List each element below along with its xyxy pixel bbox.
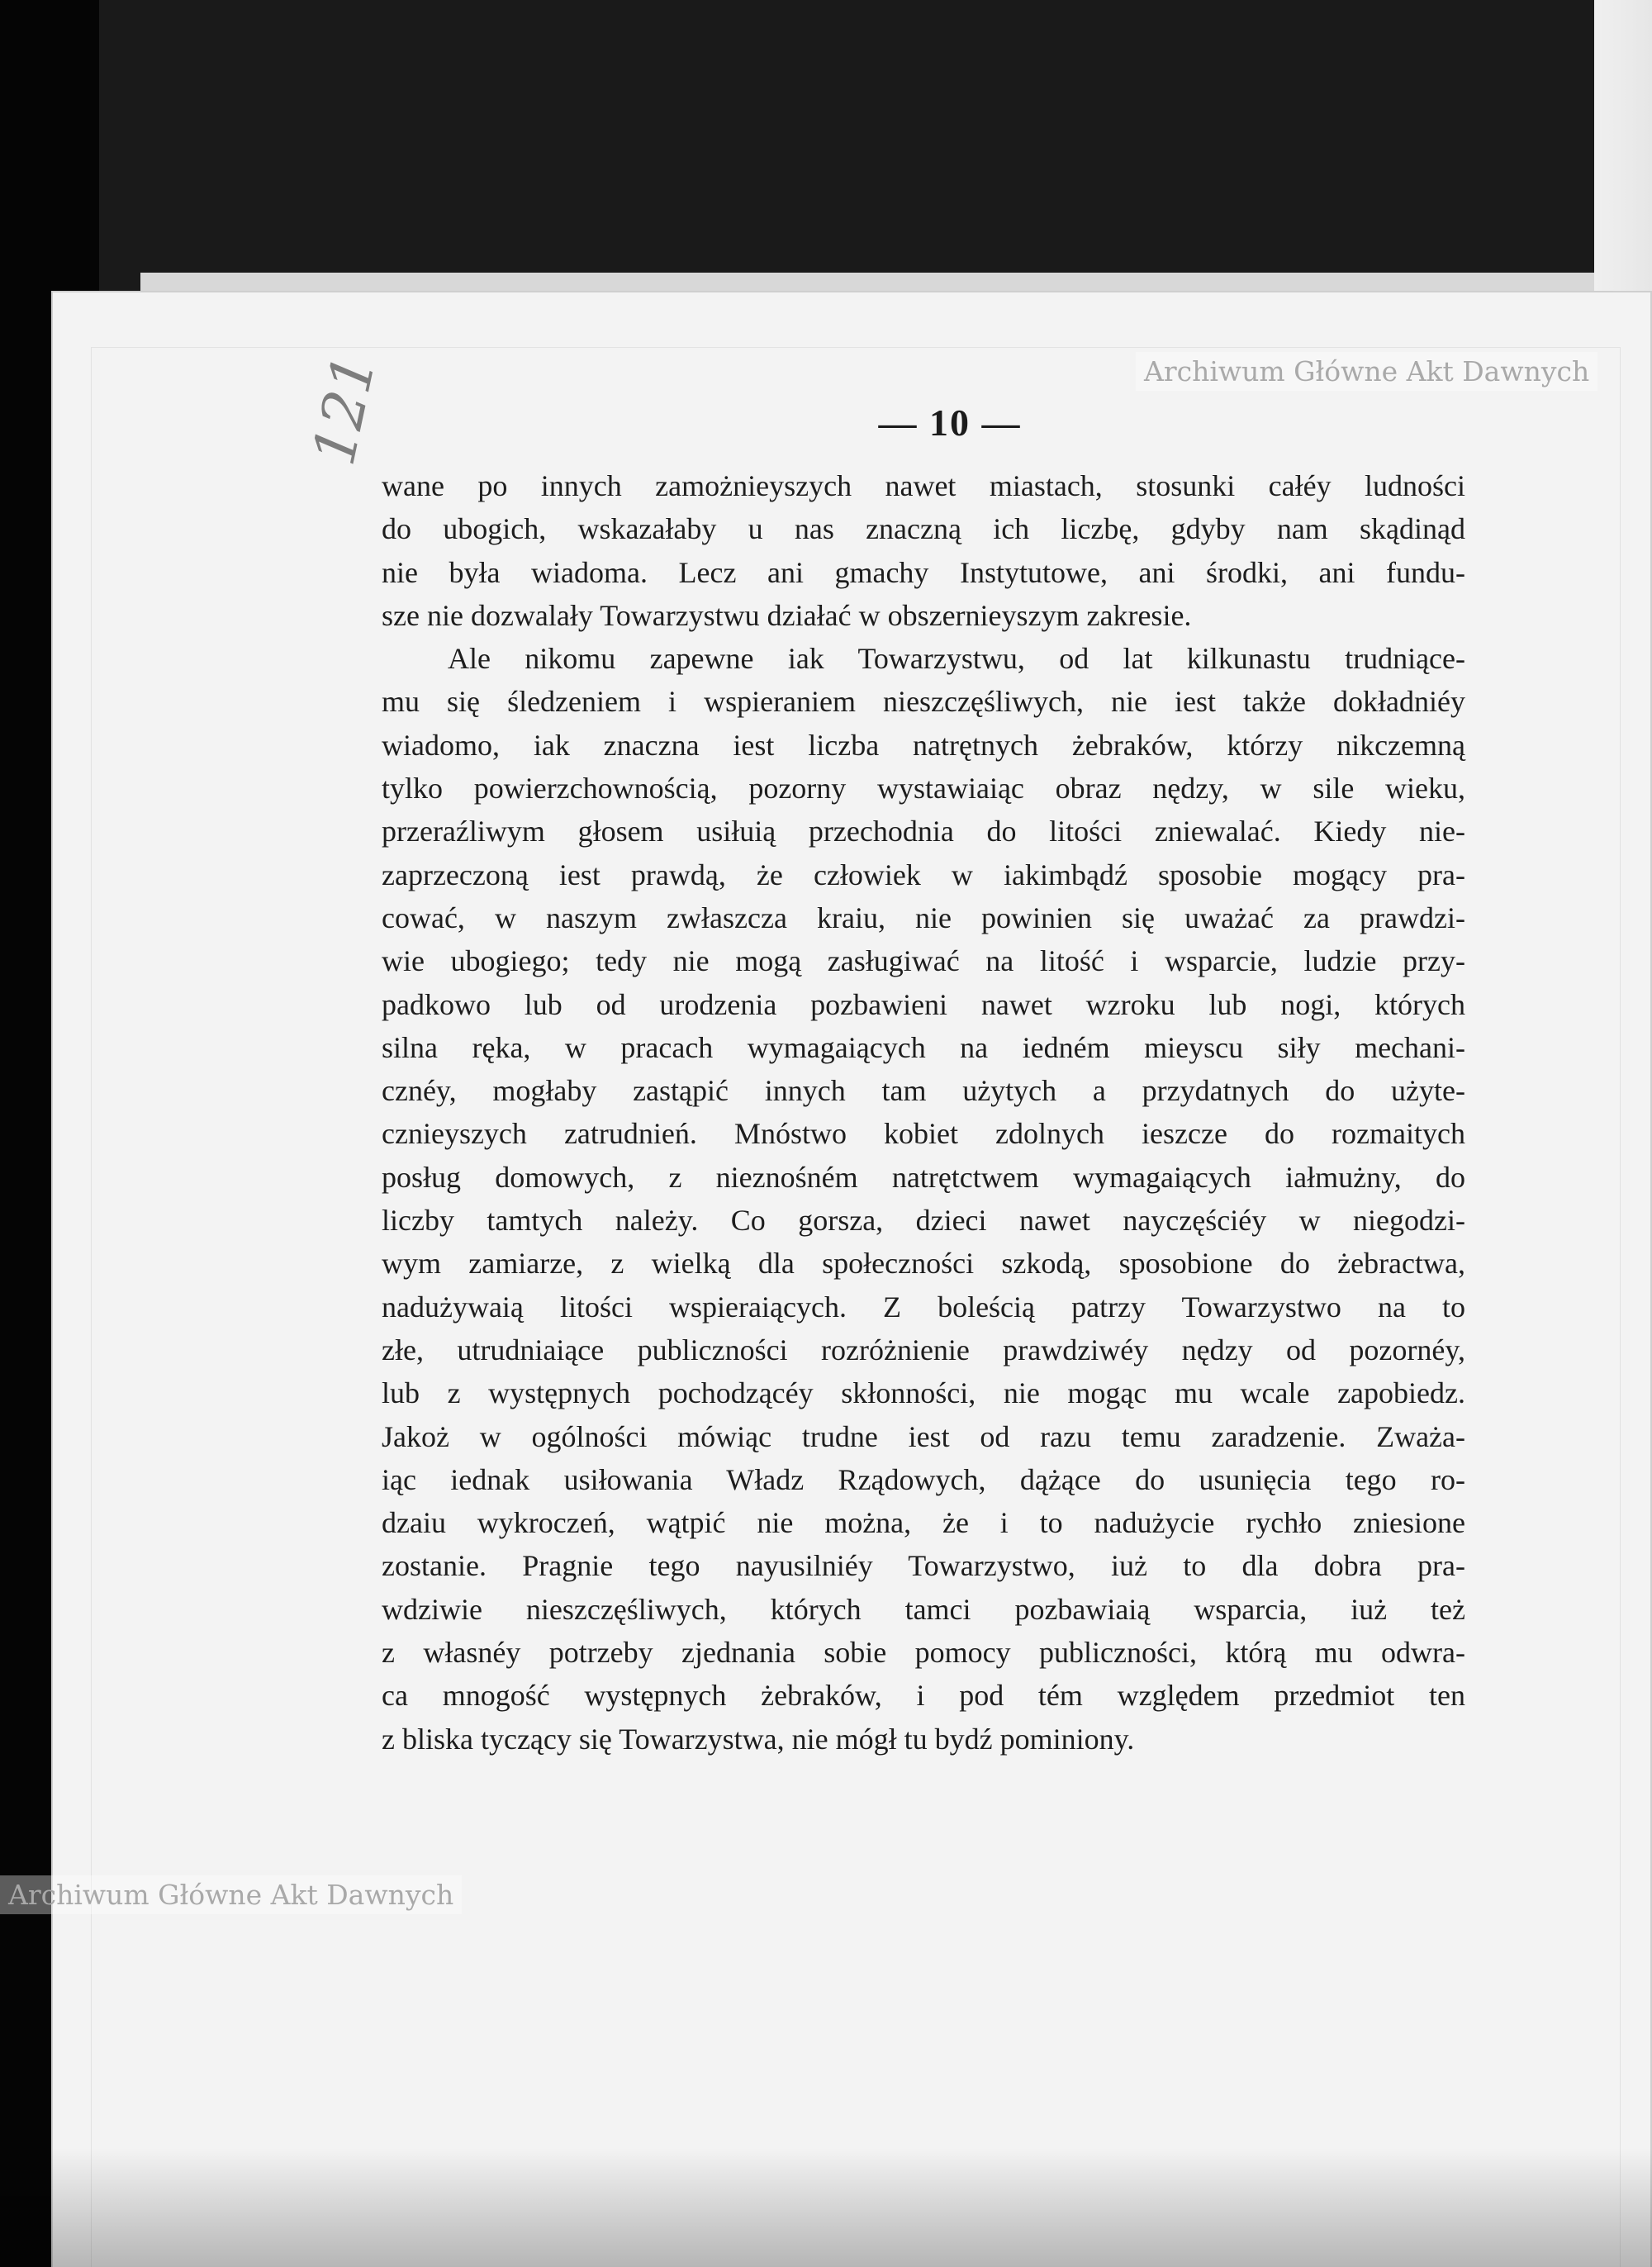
text-line: ca mnogość występnych żebraków, i pod tém względem przedmiot ten <box>382 1679 1465 1713</box>
text-line: wane po innych zamożnieyszych nawet miastach, stosunki całéy ludności <box>382 469 1465 502</box>
bottom-shadow <box>0 2148 1652 2267</box>
text-line: dzaiu wykroczeń, wątpić nie można, że i to nadużycie rychło zniesione <box>382 1506 1465 1540</box>
text-line: lub z występnych pochodzącéy skłonności, nie mogąc mu wcale zapobiedz. <box>382 1376 1465 1410</box>
text-line: zostanie. Pragnie tego nayusilniéy Towarzystwo, iuż to dla dobra pra- <box>382 1549 1465 1583</box>
watermark-top: Archiwum Główne Akt Dawnych <box>1136 352 1597 391</box>
pencil-folio-mark: 121 <box>299 349 389 471</box>
text-line: przeraźliwym głosem usiłuią przechodnia do litości zniewalać. Kiedy nie- <box>382 815 1465 848</box>
watermark-bottom: Archiwum Główne Akt Dawnych <box>0 1875 462 1914</box>
text-line: sze nie dozwalały Towarzystwu działać w obszernieyszym zakresie. <box>382 598 1192 632</box>
text-line: z bliska tyczący się Towarzystwa, nie mógł tu bydź pominiony. <box>382 1722 1135 1756</box>
text-line: silna ręka, w pracach wymagaiących na iedném mieyscu siły mechani- <box>382 1030 1465 1064</box>
text-line: padkowo lub od urodzenia pozbawieni nawet wzroku lub nogi, których <box>382 987 1465 1021</box>
text-line: wdziwie nieszczęśliwych, których tamci pozbawiaią wsparcia, iuż też <box>382 1592 1465 1626</box>
text-line: tylko powierzchownością, pozorny wystawiaiąc obraz nędzy, w sile wieku, <box>382 772 1465 806</box>
page-number: — 10 — <box>878 402 1022 444</box>
text-line: wym zamiarze, z wielką dla społeczności szkodą, sposobione do żebractwa, <box>382 1247 1465 1281</box>
text-line: Jakoż w ogólności mówiąc trudne iest od razu temu zaradzenie. Zważa- <box>382 1419 1465 1453</box>
body-text <box>382 464 1465 1761</box>
text-line: cznéy, mogłaby zastąpić innych tam użytych a przydatnych do użyte- <box>382 1074 1465 1108</box>
text-line: zaprzeczoną iest prawdą, że człowiek w iakimbądź sposobie mogący pra- <box>382 858 1465 891</box>
text-line: wiadomo, iak znaczna iest liczba natrętnych żebraków, którzy nikczemną <box>382 728 1465 762</box>
text-line: nie była wiadoma. Lecz ani gmachy Instytutowe, ani środki, ani fundu- <box>382 555 1465 589</box>
text-line: posług domowych, z nieznośném natrętctwem wymagaiących iałmużny, do <box>382 1160 1465 1194</box>
text-line: złe, utrudniaiące publiczności rozróżnienie prawdziwéy nędzy od pozornéy, <box>382 1333 1465 1366</box>
text-line: liczby tamtych należy. Co gorsza, dzieci nawet nayczęściéy w niegodzi- <box>382 1204 1465 1238</box>
text-line: iąc iednak usiłowania Władz Rządowych, dążące do usunięcia tego ro- <box>382 1462 1465 1496</box>
text-line: Ale nikomu zapewne iak Towarzystwu, od lat kilkunastu trudniące- <box>448 642 1465 676</box>
text-line: wie ubogiego; tedy nie mogą zasługiwać na litość i wsparcie, ludzie przy- <box>382 944 1465 978</box>
text-line: do ubogich, wskazałaby u nas znaczną ich liczbę, gdyby nam skądinąd <box>382 512 1465 546</box>
text-line: z własnéy potrzeby zjednania sobie pomocy publiczności, którą mu odwra- <box>382 1636 1465 1670</box>
text-line: cować, w naszym zwłaszcza kraiu, nie powinien się uważać za prawdzi- <box>382 901 1465 934</box>
text-line: nadużywaią litości wspieraiących. Z boleścią patrzy Towarzystwo na to <box>382 1290 1465 1324</box>
text-line: mu się śledzeniem i wspieraniem nieszczęśliwych, nie iest także dokładniéy <box>382 685 1465 719</box>
text-line: cznieyszych zatrudnień. Mnóstwo kobiet zdolnych ieszcze do rozmaitych <box>382 1117 1465 1151</box>
